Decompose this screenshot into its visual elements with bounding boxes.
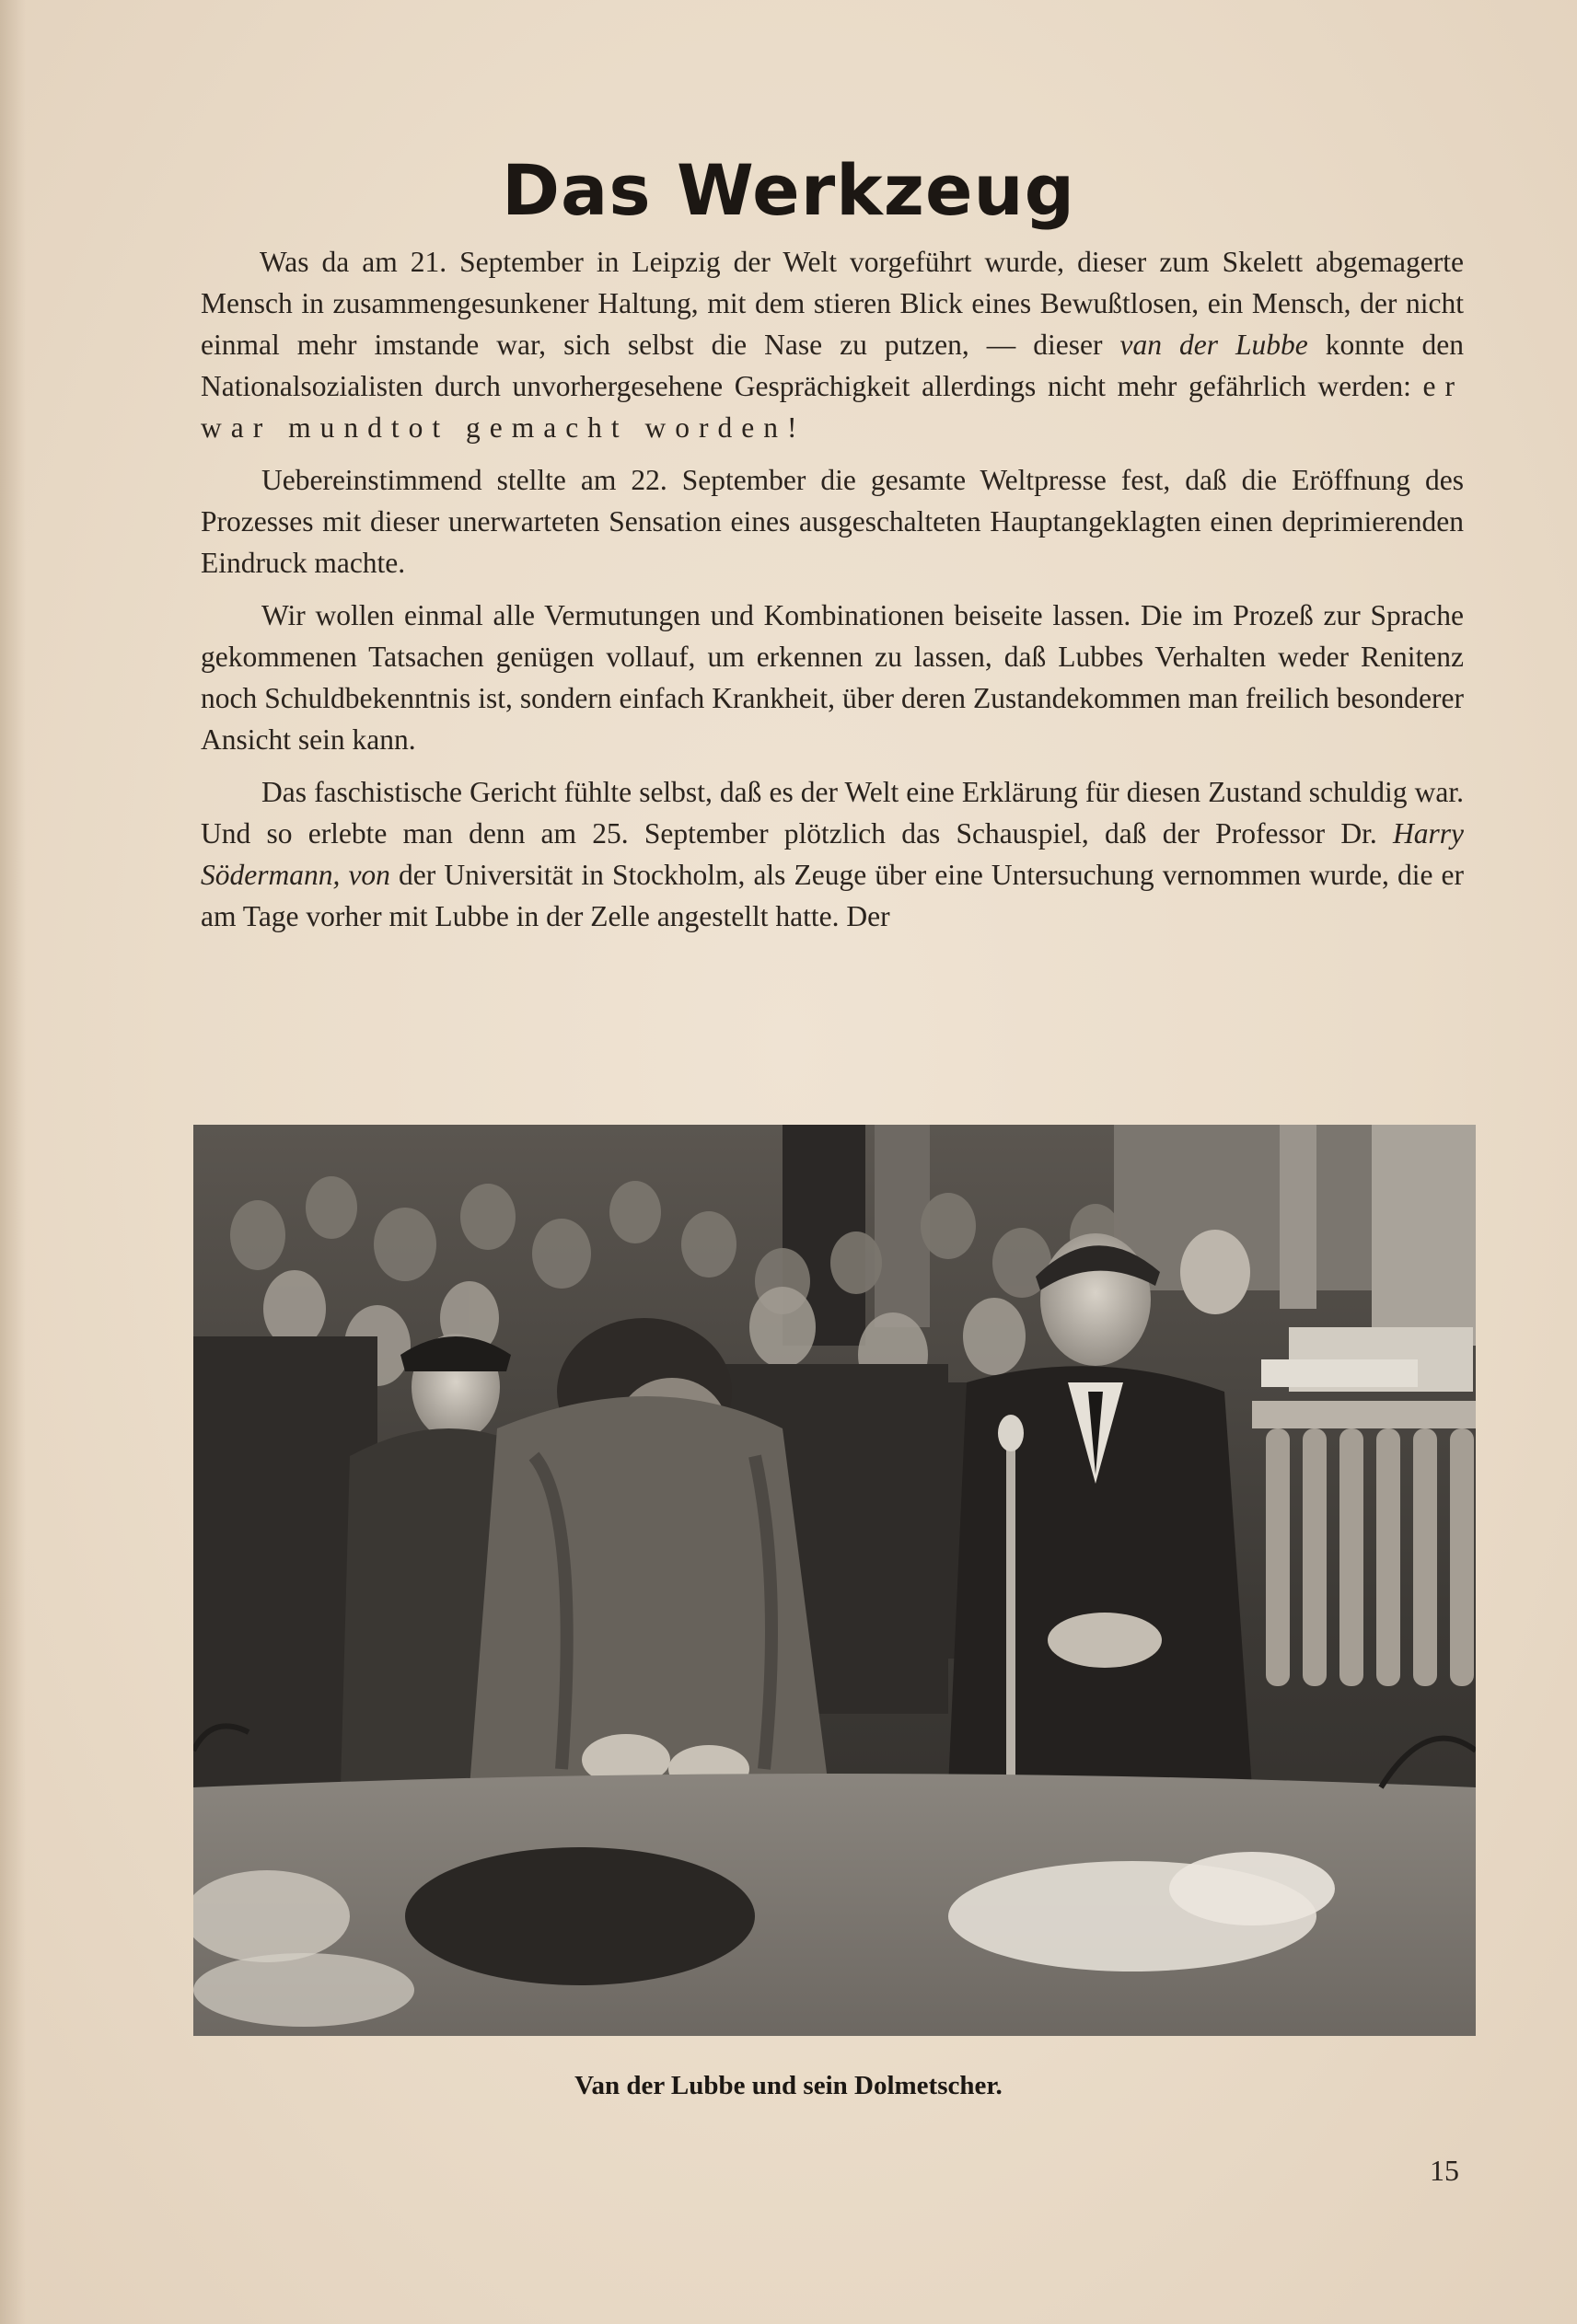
text-run: Uebereinstimmend stellte am 22. September die gesamte Weltpresse fest, daß die Eröffnung des Prozesses mit dieser unerwarteten Sensation eines ausgeschalteten Hauptangeklagten einen deprimierenden Eindruck machte. xyxy=(201,464,1464,579)
courtroom-photo xyxy=(193,1125,1476,2036)
text-run: der Universität in Stockholm, als Zeuge über eine Untersuchung vernommen wurde, die er am Tage vorher mit Lubbe in der Zelle angestellt hatte. Der xyxy=(201,859,1464,932)
paragraph xyxy=(201,459,1464,584)
spaced-emphasis-text: er war mundtot gemacht worden! xyxy=(201,370,1464,444)
text-run: Was da am 21. September in Leipzig der Welt vorgeführt wurde, dieser zum Skelett abgemagerte Mensch in zusammengesunkener Haltung, mit dem stieren Blick eines Bewußtlosen, ein Mensch, der nicht einmal mehr imstande war, sich selbst die Nase zu putzen, — dieser xyxy=(201,246,1464,361)
italic-text: van der Lubbe xyxy=(1119,329,1308,361)
text-run: Das faschistische Gericht fühlte selbst, daß es der Welt eine Erklärung für diesen Zustand schuldig war. Und so erlebte man denn am 25. September plötzlich das Schauspiel, daß der Professor Dr. xyxy=(201,776,1464,850)
paragraph xyxy=(201,595,1464,760)
chapter-title: Das Werkzeug xyxy=(501,149,1076,231)
figure-caption: Van der Lubbe und sein Dolmetscher. xyxy=(574,2071,1003,2100)
page-edge-shadow xyxy=(0,0,26,2324)
body-text xyxy=(201,241,1464,948)
page-number: 15 xyxy=(1430,2154,1459,2187)
text-run: Wir wollen einmal alle Vermutungen und Kombinationen beiseite lassen. Die im Prozeß zur Sprache gekommenen Tatsachen genügen vollauf, um erkennen zu lassen, daß Lubbes Verhalten weder Renitenz noch Schuldbekenntnis ist, sondern einfach Krankheit, über deren Zustandekommen man freilich besonderer Ansicht sein kann. xyxy=(201,599,1464,756)
paragraph xyxy=(201,771,1464,937)
italic-text: Harry Södermann, von xyxy=(201,817,1464,891)
text-run: konnte den Nationalsozialisten durch unvorhergesehene Gesprächigkeit allerdings nicht mehr gefährlich werden: xyxy=(201,329,1464,402)
paragraph xyxy=(201,241,1464,448)
